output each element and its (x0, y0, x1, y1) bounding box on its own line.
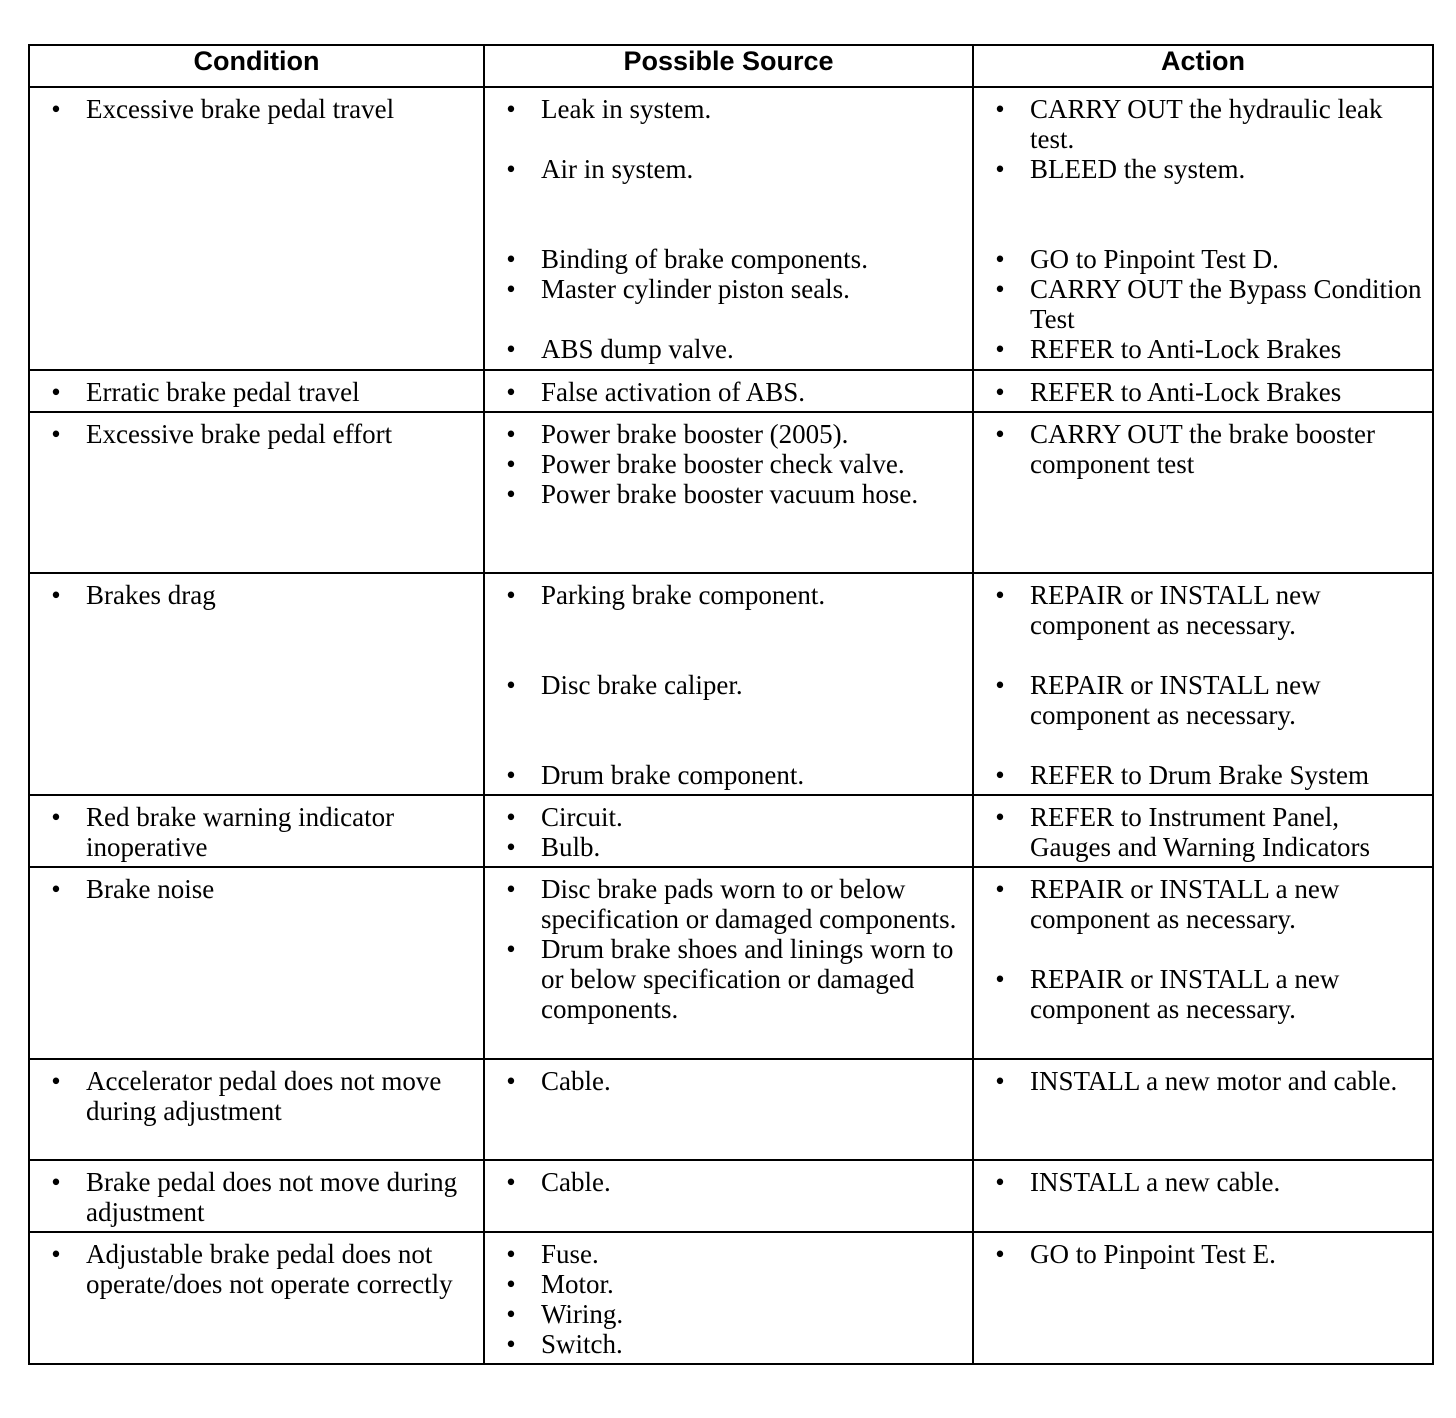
list-item: • REFER to Anti-Lock Brakes (984, 377, 1424, 407)
bullet-icon: • (995, 334, 1005, 364)
source-cell (484, 412, 973, 573)
list-item: • GO to Pinpoint Test D. (984, 244, 1424, 274)
bullet-icon: • (995, 154, 1005, 184)
list-item: • REPAIR or INSTALL a new component as necessary. (984, 964, 1424, 1024)
bullet-icon: • (995, 377, 1005, 407)
bullet-icon: • (995, 802, 1005, 832)
bullet-icon: • (506, 1239, 516, 1269)
list-item: • Brake noise (40, 874, 475, 904)
header-condition: Condition (29, 45, 484, 87)
list-item: • Drum brake shoes and linings worn to or below specification or damaged components. (495, 934, 964, 1024)
action-cell (973, 1232, 1433, 1364)
list-item: • Adjustable brake pedal does not operate/does not operate correctly (40, 1239, 475, 1299)
bullet-icon: • (506, 334, 516, 364)
source-cell (484, 370, 973, 412)
list-item: • GO to Pinpoint Test E. (984, 1239, 1424, 1269)
bullet-icon: • (506, 94, 516, 124)
bullet-icon: • (506, 934, 516, 964)
list-item: • Power brake booster check valve. (495, 449, 964, 479)
symptom-chart (28, 44, 1434, 1365)
bullet-icon: • (51, 1167, 61, 1197)
bullet-icon: • (506, 274, 516, 304)
list-item: • REPAIR or INSTALL new component as necessary. (984, 670, 1424, 730)
bullet-icon: • (995, 244, 1005, 274)
bullet-icon: • (51, 802, 61, 832)
list-item: • CARRY OUT the brake booster component test (984, 419, 1424, 479)
condition-cell (29, 412, 484, 573)
list-item: • REFER to Instrument Panel, Gauges and Warning Indicators (984, 802, 1424, 862)
list-item: • Switch. (495, 1329, 964, 1359)
source-cell (484, 1232, 973, 1364)
source-cell (484, 1059, 973, 1160)
list-item: • Disc brake pads worn to or below specification or damaged components. (495, 874, 964, 934)
table-row (29, 370, 1433, 412)
list-item: • ABS dump valve. (495, 334, 964, 364)
bullet-icon: • (506, 802, 516, 832)
list-item: • Motor. (495, 1269, 964, 1299)
bullet-icon: • (506, 419, 516, 449)
list-item: • Excessive brake pedal travel (40, 94, 475, 124)
list-item: • Red brake warning indicator inoperative (40, 802, 475, 862)
bullet-icon: • (506, 1269, 516, 1299)
action-cell (973, 412, 1433, 573)
bullet-icon: • (51, 580, 61, 610)
bullet-icon: • (995, 964, 1005, 994)
source-cell (484, 1160, 973, 1232)
condition-cell (29, 795, 484, 867)
table-row (29, 795, 1433, 867)
list-item: • Cable. (495, 1066, 964, 1096)
header-possible-source: Possible Source (484, 45, 973, 87)
bullet-icon: • (995, 94, 1005, 124)
action-cell (973, 1059, 1433, 1160)
bullet-icon: • (506, 377, 516, 407)
list-item: • Bulb. (495, 832, 964, 862)
list-item: • Power brake booster vacuum hose. (495, 479, 964, 509)
source-cell (484, 795, 973, 867)
list-item: • Cable. (495, 1167, 964, 1197)
list-item: • CARRY OUT the Bypass Condition Test (984, 274, 1424, 334)
list-item: • Air in system. (495, 154, 964, 184)
list-item: • Parking brake component. (495, 580, 964, 610)
action-cell (973, 370, 1433, 412)
list-item: • Wiring. (495, 1299, 964, 1329)
list-item: • BLEED the system. (984, 154, 1424, 184)
source-cell (484, 867, 973, 1059)
list-item: • Brakes drag (40, 580, 475, 610)
list-item: • Disc brake caliper. (495, 670, 964, 700)
diagnosis-table (28, 44, 1432, 1365)
list-item: • REFER to Drum Brake System (984, 760, 1424, 790)
bullet-icon: • (995, 670, 1005, 700)
bullet-icon: • (506, 1329, 516, 1359)
table-row (29, 573, 1433, 795)
bullet-icon: • (506, 1299, 516, 1329)
bullet-icon: • (995, 274, 1005, 304)
list-item: • Fuse. (495, 1239, 964, 1269)
header-row (29, 45, 1433, 87)
condition-cell (29, 1160, 484, 1232)
table-row (29, 1059, 1433, 1160)
bullet-icon: • (995, 419, 1005, 449)
bullet-icon: • (506, 580, 516, 610)
list-item: • Drum brake component. (495, 760, 964, 790)
bullet-icon: • (51, 419, 61, 449)
bullet-icon: • (51, 94, 61, 124)
condition-cell (29, 370, 484, 412)
bullet-icon: • (506, 832, 516, 862)
list-item: • Accelerator pedal does not move during adjustment (40, 1066, 475, 1126)
bullet-icon: • (506, 154, 516, 184)
table-row (29, 412, 1433, 573)
list-item: • REFER to Anti-Lock Brakes (984, 334, 1424, 364)
list-item: • INSTALL a new motor and cable. (984, 1066, 1424, 1096)
list-item: • INSTALL a new cable. (984, 1167, 1424, 1197)
list-item: • Circuit. (495, 802, 964, 832)
condition-cell (29, 1232, 484, 1364)
action-cell (973, 87, 1433, 370)
list-item: • Excessive brake pedal effort (40, 419, 475, 449)
condition-cell (29, 867, 484, 1059)
bullet-icon: • (51, 1066, 61, 1096)
bullet-icon: • (506, 449, 516, 479)
bullet-icon: • (506, 479, 516, 509)
action-cell (973, 867, 1433, 1059)
bullet-icon: • (995, 760, 1005, 790)
list-item: • Leak in system. (495, 94, 964, 124)
list-item: • Binding of brake components. (495, 244, 964, 274)
bullet-icon: • (506, 670, 516, 700)
action-cell (973, 795, 1433, 867)
source-cell (484, 87, 973, 370)
source-cell (484, 573, 973, 795)
bullet-icon: • (995, 1239, 1005, 1269)
list-item: • REPAIR or INSTALL new component as necessary. (984, 580, 1424, 640)
bullet-icon: • (995, 580, 1005, 610)
bullet-icon: • (995, 874, 1005, 904)
list-item: • Erratic brake pedal travel (40, 377, 475, 407)
header-action: Action (973, 45, 1433, 87)
table-row (29, 1232, 1433, 1364)
bullet-icon: • (51, 874, 61, 904)
bullet-icon: • (506, 244, 516, 274)
condition-cell (29, 573, 484, 795)
condition-cell (29, 87, 484, 370)
action-cell (973, 573, 1433, 795)
table-row (29, 1160, 1433, 1232)
action-cell (973, 1160, 1433, 1232)
list-item: • REPAIR or INSTALL a new component as necessary. (984, 874, 1424, 934)
condition-cell (29, 1059, 484, 1160)
bullet-icon: • (506, 874, 516, 904)
list-item: • Power brake booster (2005). (495, 419, 964, 449)
list-item: • False activation of ABS. (495, 377, 964, 407)
bullet-icon: • (51, 1239, 61, 1269)
bullet-icon: • (506, 1167, 516, 1197)
table-row (29, 867, 1433, 1059)
bullet-icon: • (51, 377, 61, 407)
table-row (29, 87, 1433, 370)
bullet-icon: • (995, 1167, 1005, 1197)
list-item: • Brake pedal does not move during adjustment (40, 1167, 475, 1227)
list-item: • Master cylinder piston seals. (495, 274, 964, 304)
bullet-icon: • (506, 1066, 516, 1096)
bullet-icon: • (995, 1066, 1005, 1096)
bullet-icon: • (506, 760, 516, 790)
list-item: • CARRY OUT the hydraulic leak test. (984, 94, 1424, 154)
